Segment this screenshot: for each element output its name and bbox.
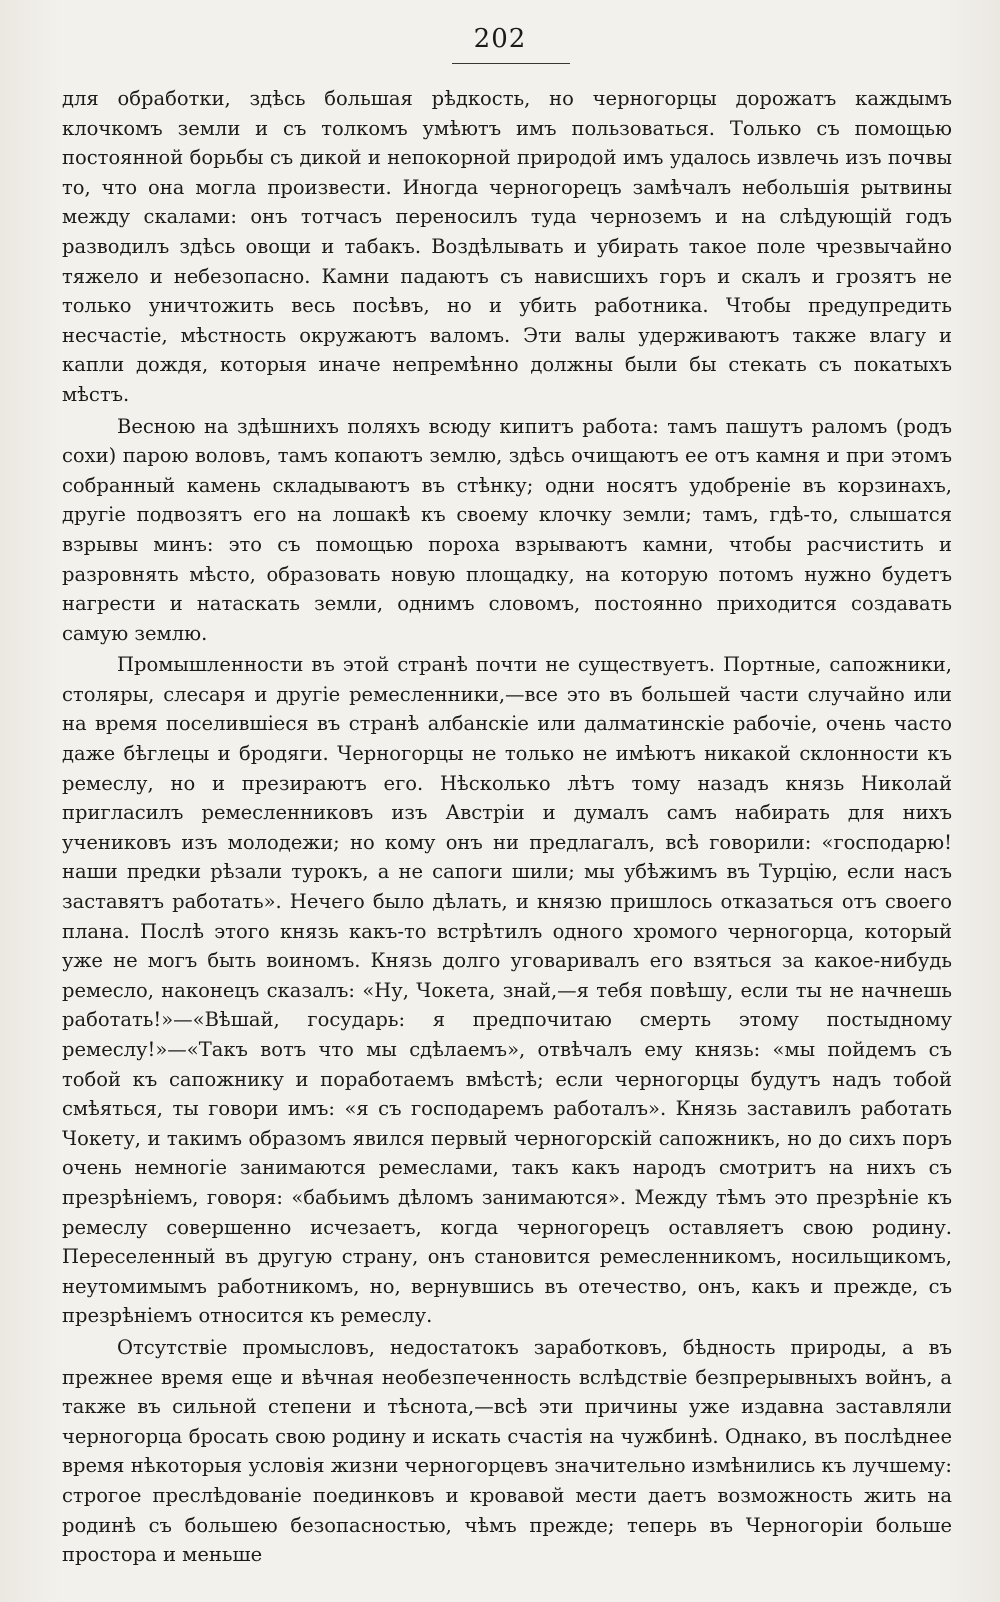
page-number: 202 [473,24,527,54]
paragraph-4: Отсутствіе промысловъ, недостатокъ заработковъ, бѣдность природы, а въ прежнее время еще и вѣчная необезпеченность вслѣдствіе безпрерывныхъ войнъ, а также въ сильной степени и тѣснота,—всѣ эти причины уже издавна заставляли черногорца бросать свою родину и искать счастія на чужбинѣ. Однако, въ послѣднее время нѣкоторыя условія жизни черногорцевъ значительно измѣнились къ лучшему: строгое преслѣдованіе поединковъ и кровавой мести даетъ возможность жить на родинѣ съ большею безопасностью, чѣмъ прежде; теперь въ Черногоріи больше простора и меньше [62,1335,952,1567]
paragraph-1: для обработки, здѣсь большая рѣдкость, но черногорцы дорожатъ каждымъ клочкомъ земли и съ толкомъ умѣютъ имъ пользоваться. Только съ помощью постоянной борьбы съ дикой и непокорной природой имъ удалось извлечь изъ почвы то, что она могла произвести. Иногда черногорецъ замѣчалъ небольшія рытвины между скалами: онъ тотчасъ переносилъ туда черноземъ и на слѣдующій годъ разводилъ здѣсь овощи и табакъ. Воздѣлывать и убирать такое поле чрезвычайно тяжело и небезопасно. Камни падаютъ съ нависшихъ горъ и скалъ и грозятъ не только уничтожить весь посѣвъ, но и убить работника. Чтобы предупредить несчастіе, мѣстность окружаютъ валомъ. Эти валы удерживаютъ также влагу и капли дождя, которыя иначе непремѣнно должны были бы стекать съ покатыхъ мѣстъ. [62,87,952,406]
paragraph-3: Промышленности въ этой странѣ почти не существуетъ. Портные, сапожники, столяры, слесаря и другіе ремесленники,—все это въ большей части случайно или на время поселившіеся въ странѣ албанскіе или далматинскіе рабочіе, очень часто даже бѣглецы и бродяги. Черногорцы не только не имѣютъ никакой склонности къ ремеслу, но и презираютъ его. Нѣсколько лѣтъ тому назадъ князь Николай пригласилъ ремесленниковъ изъ Австріи и думалъ самъ набирать для нихъ учениковъ изъ молодежи; но кому онъ ни предлагалъ, всѣ говорили: «господарю! наши предки рѣзали турокъ, а не сапоги шили; мы убѣжимъ въ Турцію, если насъ заставятъ работать». Нечего было дѣлать, и князю пришлось отказаться отъ своего плана. Послѣ этого князь какъ-то встрѣтилъ одного хромого черногорца, который уже не могъ быть воиномъ. Князь долго уговаривалъ его взяться за какое-нибудь ремесло, наконецъ сказалъ: «Ну, Чокета, знай,—я тебя повѣшу, если ты не начнешь работать!»—«Вѣшай, государь: я предпочитаю смерть этому постыдному ремеслу!»—«Такъ вотъ что мы сдѣлаемъ», отвѣчалъ ему князь: «мы пойдемъ съ тобой къ сапожнику и поработаемъ вмѣстѣ; если черногорцы будутъ надъ тобой смѣяться, ты говори имъ: «я съ господаремъ работалъ». Князь заставилъ работать Чокету, и такимъ образомъ явился первый черногорскій сапожникъ, но до сихъ поръ очень немногіе занимаются ремеслами, такъ какъ народъ смотритъ на нихъ съ презрѣніемъ, говоря: «бабьимъ дѣломъ занимаются». Между тѣмъ это презрѣніе къ ремеслу совершенно исчезаетъ, когда черногорецъ оставляетъ свою родину. Переселенный въ другую страну, онъ становится ремесленникомъ, носильщикомъ, неутомимымъ работникомъ, но, вернувшись въ отечество, онъ, какъ и прежде, съ презрѣніемъ относится къ ремеслу. [62,653,952,1328]
page-number-rule [452,63,570,64]
text-body [62,84,952,1570]
paragraph-2: Весною на здѣшнихъ поляхъ всюду кипитъ работа: тамъ пашутъ раломъ (родъ сохи) парою воловъ, тамъ копаютъ землю, здѣсь очищаютъ ее отъ камня и при этомъ собранный камень складываютъ въ стѣнку; одни носятъ удобреніе въ корзинахъ, другіе подвозятъ его на лошакѣ къ своему клочку земли; тамъ, гдѣ-то, слышатся взрывы минъ: это съ помощью пороха взрываютъ камни, чтобы расчистить и разровнять мѣсто, образовать новую площадку, на которую потомъ нужно будетъ нагрести и натаскать земли, однимъ словомъ, постоянно приходится создавать самую землю. [62,414,952,645]
